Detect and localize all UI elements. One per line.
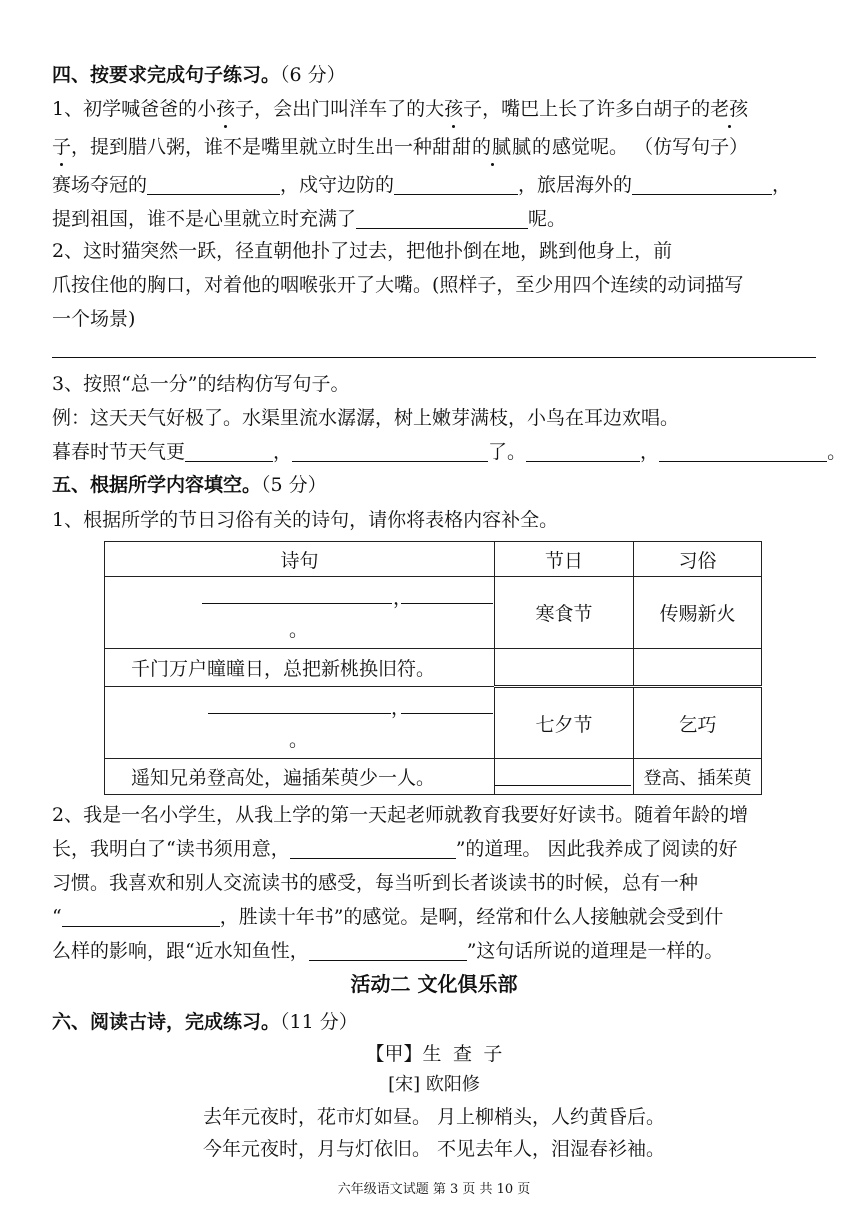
q3-line1: 3、按照“总一分”的结构仿写句子。: [52, 373, 350, 395]
q1-text: 感觉呢。: [552, 136, 629, 158]
poem-punct: 。: [289, 619, 309, 641]
fill-text: 暮春时节天气更: [52, 441, 186, 463]
section-5-heading: [52, 471, 327, 499]
fill-text: 。: [827, 441, 847, 463]
s5-q1-line: 1、根据所学的节日习俗有关的诗句，请你将表格内容补全。: [52, 509, 559, 531]
poem-title: 【甲】生 查 子: [365, 1043, 503, 1065]
fill-text: ”这句话所说的道理是一样的。: [466, 940, 724, 962]
dotted-text: 甜甜的腻腻的: [432, 136, 553, 158]
festival-cell[interactable]: [495, 759, 634, 795]
q1-text: ，会出门叫洋车了的: [254, 98, 426, 120]
poem-line-2: 今年元夜时，月与灯依旧。 不见去年人，泪湿春衫袖。: [202, 1138, 666, 1160]
section-6-points: （11 分）: [280, 1011, 358, 1033]
s5-q2-line5: [52, 937, 723, 965]
answer-blank[interactable]: [356, 208, 528, 229]
dotted-word: [197, 95, 254, 123]
section-4-title: 四、按要求完成句子练习。: [52, 64, 281, 86]
dotted-text: 子: [52, 136, 72, 158]
fill-text: “: [52, 906, 62, 928]
answer-blank[interactable]: [147, 174, 280, 195]
custom-cell[interactable]: [634, 649, 762, 687]
q3-example: 例：这天天气好极了。水渠里流水潺潺，树上嫩芽满枝，小鸟在耳边欢唱。: [52, 407, 680, 429]
fill-text: ，: [772, 174, 792, 196]
dotted-text: 老孩: [710, 98, 749, 120]
q1-fill-line1: [52, 171, 791, 199]
page-footer: 六年级语文试题 第 3 页 共 10 页: [337, 1182, 531, 1197]
answer-blank[interactable]: [208, 713, 391, 714]
section-6-heading: [52, 1008, 358, 1036]
fill-text: ，旅居海外的: [518, 174, 633, 196]
s5-q2-line2: [52, 835, 737, 863]
poem-cell: [105, 577, 495, 649]
q1-sentence-line2: [52, 133, 748, 161]
answer-line[interactable]: [52, 357, 816, 358]
poem-punct: ，: [391, 697, 411, 719]
table-row: [105, 759, 762, 795]
dotted-text: 大孩子: [425, 98, 483, 120]
answer-blank[interactable]: [394, 174, 518, 195]
dotted-word: [425, 95, 482, 123]
poem-author: [宋] 欧阳修: [388, 1074, 480, 1095]
poem-cell: [105, 687, 495, 759]
dotted-word: [52, 133, 71, 161]
q2-line3: 一个场景): [52, 308, 136, 330]
fill-text: 提到祖国，谁不是心里就立时充满了: [52, 208, 357, 230]
custom-cell: 乞巧: [634, 687, 762, 759]
q2-line2: 爪按住他的胸口，对着他的咽喉张开了大嘴。(照样子，至少用四个连续的动词描写: [52, 274, 744, 296]
section-4-heading: [52, 61, 346, 89]
fill-text: 长，我明白了“读书须用意，: [52, 838, 290, 860]
section-4-points: （6 分）: [280, 64, 346, 86]
fill-text: 么样的影响，跟“近水知鱼性，: [52, 940, 309, 962]
section-6-title: 六、阅读古诗，完成练习。: [52, 1011, 281, 1033]
s5-q2-line3: 习惯。我喜欢和别人交流读书的感受，每当听到长者谈读书的时候，总有一种: [52, 872, 699, 894]
fill-text: ，戍守边防的: [280, 174, 395, 196]
q3-fill-line: 暮春时节天气更 ， 了。 ， 。: [52, 441, 847, 463]
custom-cell: 登高、插茱萸: [634, 759, 762, 795]
table-row: [105, 649, 762, 687]
table-row: [105, 687, 762, 759]
q1-fill-line2: [52, 205, 566, 233]
q1-text: ，提到腊八粥，谁不是嘴里就立时生出一种: [71, 136, 433, 158]
festival-cell: 寒食节: [495, 577, 634, 649]
answer-blank[interactable]: [290, 838, 456, 859]
fill-text: ”的道理。 因此我养成了阅读的好: [455, 838, 738, 860]
dotted-word: [710, 95, 748, 123]
answer-blank[interactable]: [309, 940, 467, 961]
festival-table: [104, 541, 762, 795]
festival-cell: 七夕节: [495, 687, 634, 759]
section-5-title: 五、根据所学内容填空。: [52, 474, 262, 496]
fill-text: 赛场夺冠的: [52, 174, 148, 196]
s5-q2-line1: 2、我是一名小学生，从我上学的第一天起老师就教育我要好好读书。随着年龄的增: [52, 804, 749, 826]
poem-punct: ，: [393, 587, 413, 609]
header-custom: 习俗: [634, 542, 762, 577]
dotted-text: 小孩子: [197, 98, 255, 120]
fill-text: 了。: [488, 441, 527, 463]
table-row: [105, 577, 762, 649]
poem-cell: 遥知兄弟登高处，遍插茱萸少一人。: [105, 759, 495, 795]
answer-blank[interactable]: [62, 906, 220, 927]
header-festival: 节日: [495, 542, 634, 577]
answer-blank[interactable]: [185, 441, 273, 462]
activity-title: 活动二 文化俱乐部: [350, 972, 518, 996]
q1-text: 1、初学喊爸爸的: [52, 98, 198, 120]
answer-blank[interactable]: [632, 174, 772, 195]
fill-text: ，: [640, 441, 660, 463]
fill-text: 呢。: [528, 208, 567, 230]
header-poem: 诗句: [105, 542, 495, 577]
q2-line1: 2、这时猫突然一跃，径直朝他扑了过去，把他扑倒在地，跳到他身上，前: [52, 240, 673, 262]
festival-cell[interactable]: [495, 649, 634, 687]
q1-sentence-line1: [52, 95, 748, 123]
poem-line-1: 去年元夜时，花市灯如昼。 月上柳梢头，人约黄昏后。: [202, 1106, 666, 1128]
answer-blank[interactable]: [495, 785, 631, 786]
q1-instruction: （仿写句子）: [634, 136, 749, 158]
answer-blank[interactable]: [659, 441, 827, 462]
custom-cell: 传赐新火: [634, 577, 762, 649]
s5-q2-line4: [52, 903, 723, 931]
answer-blank[interactable]: [401, 713, 493, 714]
answer-blank[interactable]: [401, 603, 493, 604]
dotted-word: [432, 133, 552, 161]
answer-blank[interactable]: [292, 441, 488, 462]
q1-text: ，嘴巴上长了许多白胡子的: [482, 98, 711, 120]
answer-blank[interactable]: [526, 441, 640, 462]
table-header-row: [105, 542, 762, 577]
fill-text: ，胜读十年书”的感觉。是啊，经常和什么人接触就会受到什: [219, 906, 724, 928]
answer-blank[interactable]: [202, 603, 392, 604]
section-5-points: （5 分）: [261, 474, 327, 496]
poem-cell: 千门万户曈曈日，总把新桃换旧符。: [105, 649, 495, 687]
poem-punct: 。: [289, 729, 309, 751]
